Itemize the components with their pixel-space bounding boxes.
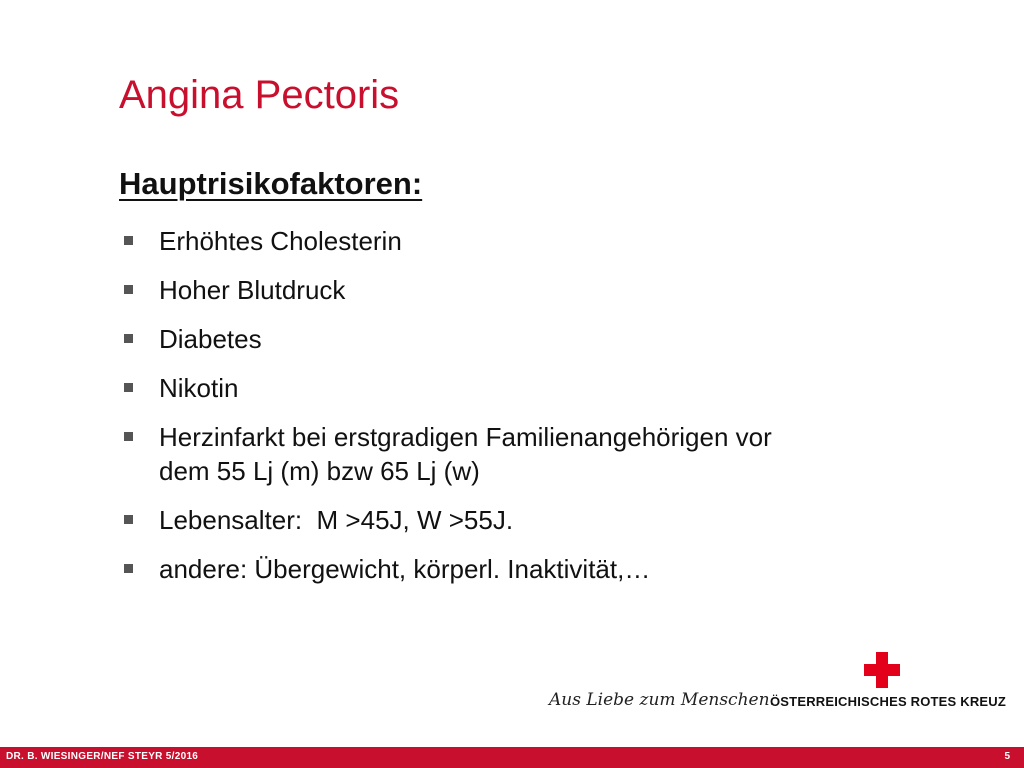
- red-cross-icon: [864, 652, 900, 688]
- list-item-text-line-2: dem 55 Lj (m) bzw 65 Lj (w): [159, 456, 480, 486]
- list-item-text: Erhöhtes Cholesterin: [159, 226, 402, 256]
- square-bullet-icon: [124, 432, 133, 441]
- risk-factor-list: [121, 224, 941, 601]
- list-item: [121, 552, 941, 586]
- list-item-text: andere: Übergewicht, körperl. Inaktivität,…: [159, 554, 651, 584]
- footer-author: DR. B. WIESINGER/NEF STEYR 5/2016: [6, 751, 199, 762]
- list-item-text: Nikotin: [159, 373, 239, 403]
- tagline: Aus Liebe zum Menschen.: [549, 690, 775, 710]
- square-bullet-icon: [124, 515, 133, 524]
- square-bullet-icon: [124, 383, 133, 392]
- list-item: [121, 420, 941, 488]
- square-bullet-icon: [124, 236, 133, 245]
- footer-bar: [0, 747, 1024, 768]
- section-heading: Hauptrisikofaktoren:: [119, 166, 423, 201]
- list-item: [121, 503, 941, 537]
- square-bullet-icon: [124, 285, 133, 294]
- list-item-text: Diabetes: [159, 324, 262, 354]
- page-number: 5: [1004, 751, 1010, 762]
- list-item: [121, 322, 941, 356]
- list-item-text-line-1: Herzinfarkt bei erstgradigen Familienangehörigen vor: [159, 422, 772, 452]
- slide-title: Angina Pectoris: [119, 73, 400, 117]
- list-item: [121, 224, 941, 258]
- list-item-text: Hoher Blutdruck: [159, 275, 346, 305]
- list-item: [121, 273, 941, 307]
- organization-name: ÖSTERREICHISCHES ROTES KREUZ: [770, 694, 1007, 709]
- list-item: [121, 371, 941, 405]
- square-bullet-icon: [124, 564, 133, 573]
- square-bullet-icon: [124, 334, 133, 343]
- list-item-text: Lebensalter: M >45J, W >55J.: [159, 505, 514, 535]
